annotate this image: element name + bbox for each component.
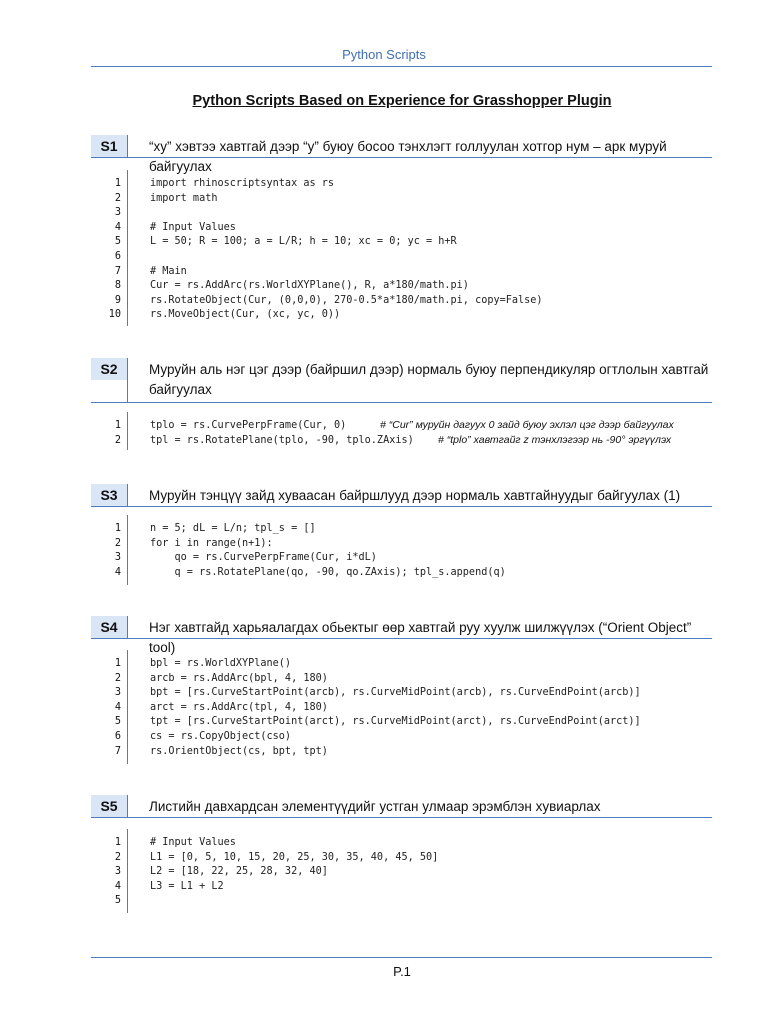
- line-number: 3: [114, 552, 121, 564]
- code-text: L2 = [18, 22, 25, 28, 32, 40]: [150, 866, 328, 878]
- section-badge-separator: [127, 484, 128, 506]
- code-text: L1 = [0, 5, 10, 15, 20, 25, 30, 35, 40, 45, 50]: [150, 851, 439, 863]
- code-text: bpt = [rs.CurveStartPoint(arcb), rs.CurveMidPoint(arcb), rs.CurveEndPoint(arcb)]: [150, 687, 641, 699]
- code-text: # Input Values: [150, 221, 236, 233]
- code-line: [91, 550, 712, 565]
- code-line: [91, 205, 712, 220]
- code-line: [91, 264, 712, 279]
- code-line: [91, 893, 712, 908]
- code-line: [91, 220, 712, 235]
- line-number: 6: [114, 731, 121, 742]
- line-number: 5: [114, 236, 121, 248]
- header-rule: [91, 66, 712, 67]
- section-badge: S5: [91, 795, 127, 817]
- line-number: 1: [114, 837, 121, 848]
- line-number: 8: [114, 280, 121, 292]
- line-number: 4: [114, 701, 121, 713]
- line-number: 6: [114, 251, 121, 262]
- code-text: L3 = L1 + L2: [150, 880, 224, 892]
- code-text: L = 50; R = 100; a = L/R; h = 10; xc = 0; yc = h+R: [150, 236, 457, 248]
- code-line: [91, 729, 712, 744]
- code-line: [91, 656, 712, 671]
- code-text: bpl = rs.WorldXYPlane(): [150, 658, 292, 669]
- code-line: [91, 700, 712, 715]
- line-number: 1: [114, 658, 121, 669]
- page-number: P.1: [393, 964, 411, 979]
- line-number: 2: [114, 537, 121, 549]
- section-badge-separator: [127, 795, 128, 817]
- section-title: “xy” хэвтээ хавтгай дээр “y” буюу босоо тэнхлэгт голлуулан хотгор нум – арк муруй байгуулах: [149, 139, 667, 174]
- section-rule: [91, 402, 712, 403]
- code-line: [91, 307, 712, 322]
- section-title: Нэг хавтгайд харьяалагдах обьектыг өөр хавтгай руу хуулж шилжүүлэх (“Orient Object” tool): [149, 620, 692, 655]
- code-text: # Input Values: [150, 837, 236, 848]
- code-text: cs = rs.CopyObject(cso): [150, 731, 292, 742]
- code-text: rs.OrientObject(cs, bpt, tpt): [150, 745, 328, 757]
- line-number: 1: [114, 178, 121, 189]
- code-text: import rhinoscriptsyntax as rs: [150, 178, 335, 189]
- section-rule: [91, 817, 712, 818]
- section-badge: S2: [91, 358, 127, 380]
- line-number: 3: [114, 687, 121, 699]
- line-number: 1: [114, 420, 121, 431]
- code-line: [91, 565, 712, 580]
- section-badge-separator: [127, 135, 128, 157]
- line-number: 4: [114, 880, 121, 892]
- code-text: tplo = rs.CurvePerpFrame(Cur, 0): [150, 420, 347, 431]
- code-line: [91, 744, 712, 759]
- code-line: [91, 234, 712, 249]
- code-line: [91, 685, 712, 700]
- code-line: [91, 671, 712, 686]
- line-number: 5: [114, 895, 121, 907]
- code-line: [91, 835, 712, 850]
- code-line: [91, 850, 712, 865]
- code-line: [91, 536, 712, 551]
- code-line: [91, 521, 712, 536]
- running-header: Python Scripts: [342, 47, 426, 62]
- section-badge: S1: [91, 135, 127, 157]
- code-line: [91, 191, 712, 206]
- section-title: Муруйн аль нэг цэг дээр (байршил дээр) нормаль буюу перпендикуляр огтлолын хавтгай байгуулах: [149, 362, 709, 397]
- code-line: [91, 278, 712, 293]
- section-title: Листийн давхардсан элементүүдийг устган улмаар эрэмблэн хувиарлах: [149, 799, 601, 814]
- line-number: 1: [114, 523, 121, 534]
- line-number: 2: [114, 192, 121, 204]
- code-line: [91, 864, 712, 879]
- code-text: arct = rs.AddArc(tpl, 4, 180): [150, 701, 328, 713]
- code-comment: # “Cur” муруйн дагуух 0 зайд буюу эхлэл цэг дээр байгуулах: [380, 419, 674, 431]
- code-text: Cur = rs.AddArc(rs.WorldXYPlane(), R, a*180/math.pi): [150, 280, 469, 292]
- code-text: qo = rs.CurvePerpFrame(Cur, i*dL): [150, 552, 377, 564]
- section-rule: [91, 506, 712, 507]
- code-text: # Main: [150, 265, 187, 277]
- code-text: tpt = [rs.CurveStartPoint(arct), rs.CurveMidPoint(arct), rs.CurveEndPoint(arct)]: [150, 716, 641, 728]
- code-text: for i in range(n+1):: [150, 537, 273, 549]
- code-line: [91, 176, 712, 191]
- line-number: 2: [114, 851, 121, 863]
- line-number: 10: [108, 309, 121, 321]
- line-number: 4: [114, 566, 121, 578]
- code-text: rs.RotateObject(Cur, (0,0,0), 270-0.5*a*180/math.pi, copy=False): [150, 294, 543, 306]
- code-text: tpl = rs.RotatePlane(tplo, -90, tplo.ZAxis): [150, 434, 414, 446]
- section-rule: [91, 638, 712, 639]
- section-badge-separator: [127, 616, 128, 638]
- code-text: arcb = rs.AddArc(bpl, 4, 180): [150, 672, 328, 684]
- footer-rule: [91, 957, 712, 958]
- line-number: 2: [114, 434, 121, 446]
- section-rule: [91, 157, 712, 158]
- code-line: [91, 418, 712, 433]
- code-comment: # “tplo” хавтгайг z тэнхлэгээр нь -90° эргүүлэх: [438, 434, 672, 446]
- code-text: q = rs.RotatePlane(qo, -90, qo.ZAxis); tpl_s.append(q): [150, 566, 506, 578]
- code-line: [91, 249, 712, 264]
- section-title: Муруйн тэнцүү зайд хуваасан байршлууд дээр нормаль хавтгайнуудыг байгуулах (1): [149, 488, 681, 503]
- code-text: rs.MoveObject(Cur, (xc, yc, 0)): [150, 309, 341, 321]
- document-title: Python Scripts Based on Experience for Grasshopper Plugin: [192, 93, 612, 109]
- line-number: 2: [114, 672, 121, 684]
- code-line: [91, 293, 712, 308]
- line-number: 3: [114, 207, 121, 219]
- line-number: 7: [114, 745, 121, 757]
- code-text: n = 5; dL = L/n; tpl_s = []: [150, 523, 316, 534]
- line-number: 4: [114, 221, 121, 233]
- line-number: 7: [114, 265, 121, 277]
- section-badge-separator: [127, 358, 128, 402]
- section-badge: S3: [91, 484, 127, 506]
- code-line: [91, 433, 712, 448]
- code-line: [91, 879, 712, 894]
- line-number: 3: [114, 866, 121, 878]
- line-number: 5: [114, 716, 121, 728]
- section-badge: S4: [91, 616, 127, 638]
- code-text: import math: [150, 192, 218, 204]
- line-number: 9: [114, 294, 121, 306]
- code-line: [91, 714, 712, 729]
